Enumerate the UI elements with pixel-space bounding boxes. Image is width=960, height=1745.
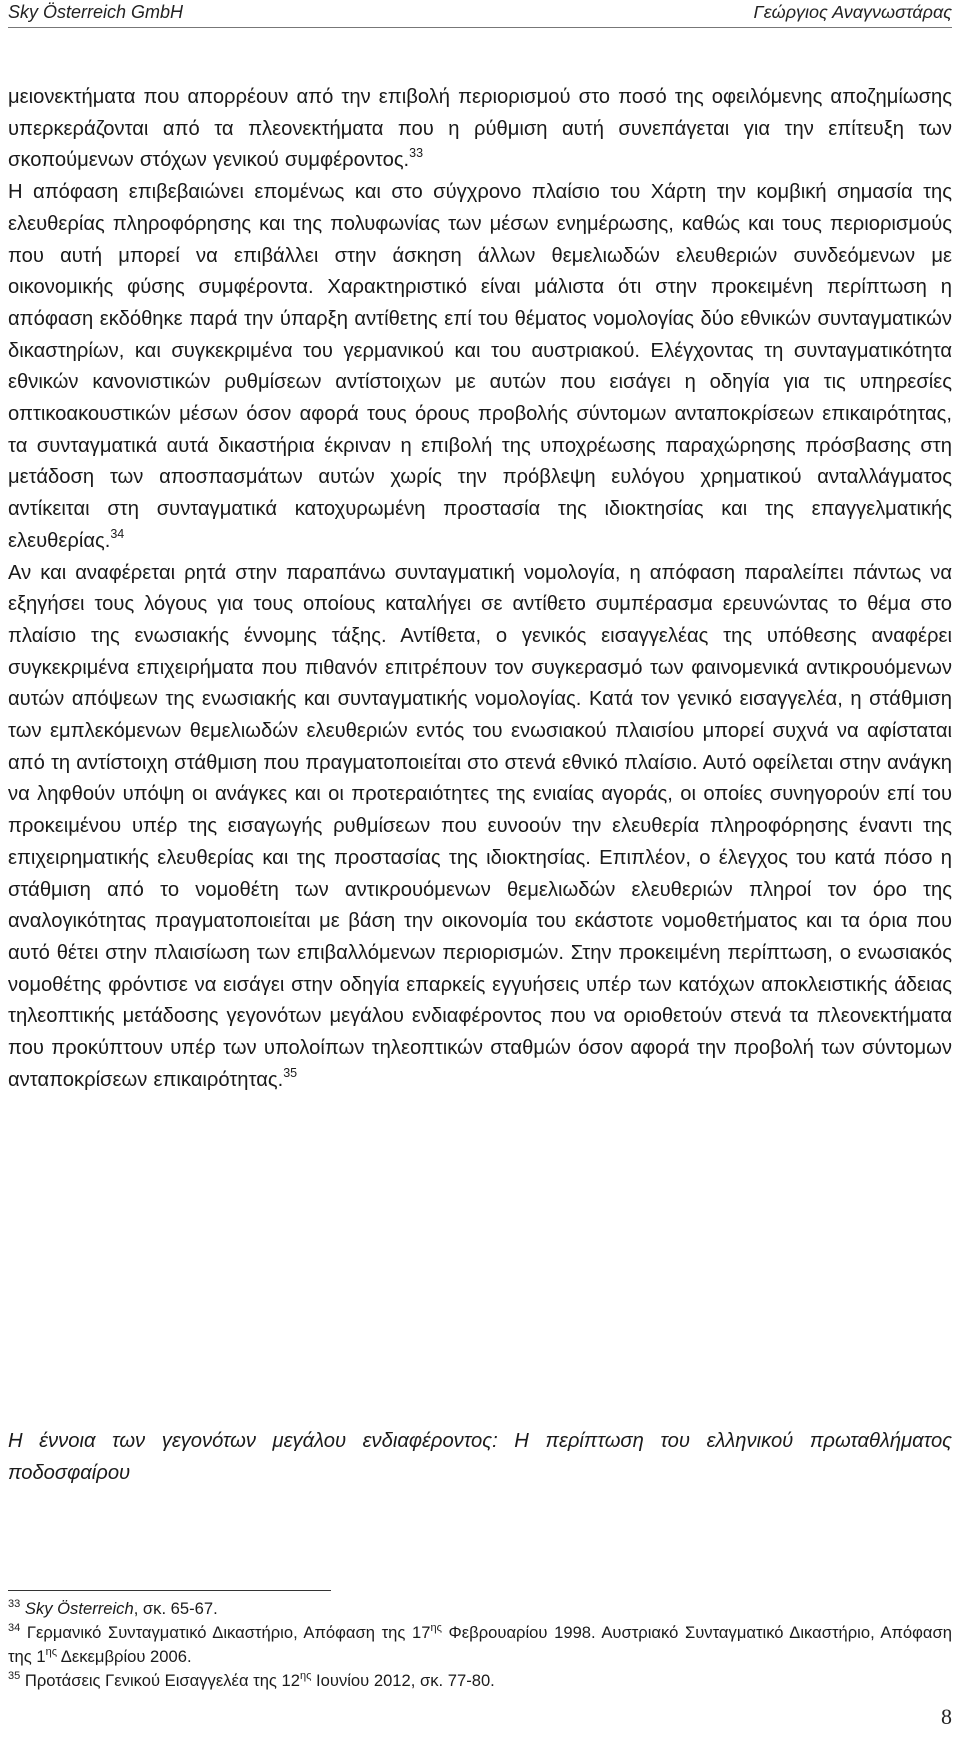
paragraph-1-text: μειονεκτήματα που απορρέουν από την επιβολή περιορισμού στο ποσό της οφειλόμενης αποζημίωσης υπερκεράζονται από τα πλεονεκτήματα που η ρύθμιση αυτή συνεπάγεται για την επίτευξη των σκοπούμενων στόχων γενικού συμφέροντος. bbox=[8, 86, 952, 172]
body-text bbox=[8, 82, 952, 1097]
footnote-number: 33 bbox=[8, 1598, 21, 1610]
footnote-text: Ιουνίου 2012, σκ. 77-80. bbox=[311, 1671, 495, 1690]
section-heading: Η έννοια των γεγονότων μεγάλου ενδιαφέροντος: Η περίπτωση του ελληνικού πρωταθλήματος ποδοσφαίρου bbox=[8, 1430, 952, 1484]
footnote-text: Γερμανικό Συνταγματικό Δικαστήριο, Απόφαση της 17 bbox=[26, 1623, 431, 1642]
header-author: Γεώργιος Αναγνωστάρας bbox=[753, 2, 952, 22]
footnote-35 bbox=[8, 1669, 952, 1693]
footnote-text: Φεβρουαρίου 1998. Αυστριακό Συνταγματικό Δικαστήριο, Απόφαση της 1 bbox=[8, 1623, 952, 1666]
page-header bbox=[8, 0, 952, 26]
footnote-text: Δεκεμβρίου 2006. bbox=[57, 1647, 192, 1666]
footnote-34 bbox=[8, 1621, 952, 1669]
footnote-case-name: Sky Österreich bbox=[24, 1599, 134, 1618]
footnote-33 bbox=[8, 1597, 952, 1621]
header-divider bbox=[8, 27, 952, 28]
paragraph-2-text: Η απόφαση επιβεβαιώνει επομένως και στο σύγχρονο πλαίσιο του Χάρτη την κομβική σημασία της ελευθερίας πληροφόρησης και της πολυφωνίας των μέσων ενημέρωσης, καθώς και τους περιορισμούς που αυτή μπορεί να επιβάλλει στην άσκηση άλλων θεμελιωδών ελευθεριών συνδεόμενων με οικονομικής φύσης συμφέροντα. Χαρακτηριστικό είναι μάλιστα ότι στην προκειμένη περίπτωση η απόφαση εκδόθηκε παρά την ύπαρξη αντίθετης επί του θέματος νομολογίας δύο εθνικών συνταγματικών δικαστηρίων, και συγκεκριμένα του γερμανικού και του αυστριακού. Ελέγχοντας τη συνταγματικότητα εθνικών κανονιστικών ρυθμίσεων αντίστοιχων με αυτών που εισάγει η οδηγία για τις υπηρεσίες οπτικοακουστικών μέσων όσον αφορά τους όρους προβολής σύντομων ανταποκρίσεων επικαιρότητας, τα συνταγματικά αυτά δικαστήρια έκριναν η επιβολή της υποχρέωσης παραχώρησης πρόσβασης στη μετάδοση των αποσπασμάτων αυτών χωρίς την πρόβλεψη ευλόγου χρηματικού ανταλλάγματος αντίκειται στη συνταγματικά κατοχυρωμένη προστασία της ιδιοκτησίας και της επαγγελματικής ελευθερίας. bbox=[8, 181, 952, 552]
footnote-divider bbox=[8, 1590, 331, 1591]
paragraph-3 bbox=[8, 558, 952, 1097]
ordinal-suffix: ης bbox=[300, 1670, 312, 1682]
footnote-ref-35[interactable]: 35 bbox=[283, 1065, 298, 1080]
header-company: Sky Österreich GmbH bbox=[8, 2, 184, 22]
page-number: 8 bbox=[941, 1704, 952, 1729]
footnote-ref-33[interactable]: 33 bbox=[409, 146, 424, 161]
footnote-number: 35 bbox=[8, 1670, 21, 1682]
footnote-number: 34 bbox=[8, 1622, 21, 1634]
footnote-ref-34[interactable]: 34 bbox=[110, 526, 125, 541]
ordinal-suffix: ης bbox=[45, 1646, 58, 1658]
ordinal-suffix: ης bbox=[430, 1622, 442, 1634]
paragraph-3-text: Αν και αναφέρεται ρητά στην παραπάνω συνταγματική νομολογία, η απόφαση παραλείπει πάντως να εξηγήσει τους λόγους για τους οποίους καταλήγει σε αντίθετο συμπέρασμα ερευνώντας το θέμα στο πλαίσιο της ενωσιακής έννομης τάξης. Αντίθετα, ο γενικός εισαγγελέας της υπόθεσης αναφέρει συγκεκριμένα επιχειρήματα που πιθανόν επιτρέπουν τον συγκερασμό των φαινομενικά αντικρουόμενων αυτών απόψεων της ενωσιακής και συνταγματικής νομολογίας. Κατά τον γενικό εισαγγελέα, η στάθμιση των εμπλεκόμενων θεμελιωδών ελευθεριών εντός του ενωσιακού πλαισίου μπορεί συχνά να αφίσταται από τη αντίστοιχη στάθμιση που πραγματοποιείται στο στενά εθνικό πλαίσιο. Αυτό οφείλεται στην ανάγκη να ληφθούν υπόψη οι ανάγκες και οι προτεραιότητες της ενιαίας αγοράς, οι οποίες συνηγορούν επί του προκειμένου υπέρ της εισαγωγής ρυθμίσεων που ευνοούν την ελευθερία πληροφόρησης έναντι της επιχειρηματικής ελευθερίας και της προστασίας της ιδιοκτησίας. Επιπλέον, ο έλεγχος του κατά πόσο η στάθμιση από το νομοθέτη των αντικρουόμενων θεμελιωδών ελευθεριών πληροί τον όρο της αναλογικότητας πραγματοποιείται με βάση την οικονομία του εκάστοτε νομοθετήματος και τα όρια που αυτό θέτει στην πλαισίωση των επιβαλλόμενων περιορισμών. Στην προκειμένη περίπτωση, ο ενωσιακός νομοθέτης φρόντισε να εισάγει στην οδηγία επαρκείς εγγυήσεις υπέρ των κατόχων αποκλειστικής άδειας τηλεοπτικής μετάδοσης γεγονότων μεγάλου ενδιαφέροντος που να οριοθετούν στενά τα πλεονεκτήματα που προκύπτουν υπέρ των υπολοίπων τηλεοπτικών σταθμών όσον αφορά την προβολή των σύντομων ανταποκρίσεων επικαιρότητας. bbox=[8, 561, 952, 1091]
footnote-text: Προτάσεις Γενικού Εισαγγελέα της 12 bbox=[24, 1671, 300, 1690]
footnote-text: , σκ. 65-67. bbox=[133, 1599, 218, 1618]
paragraph-2 bbox=[8, 177, 952, 557]
footnotes bbox=[8, 1597, 952, 1693]
paragraph-1 bbox=[8, 82, 952, 177]
